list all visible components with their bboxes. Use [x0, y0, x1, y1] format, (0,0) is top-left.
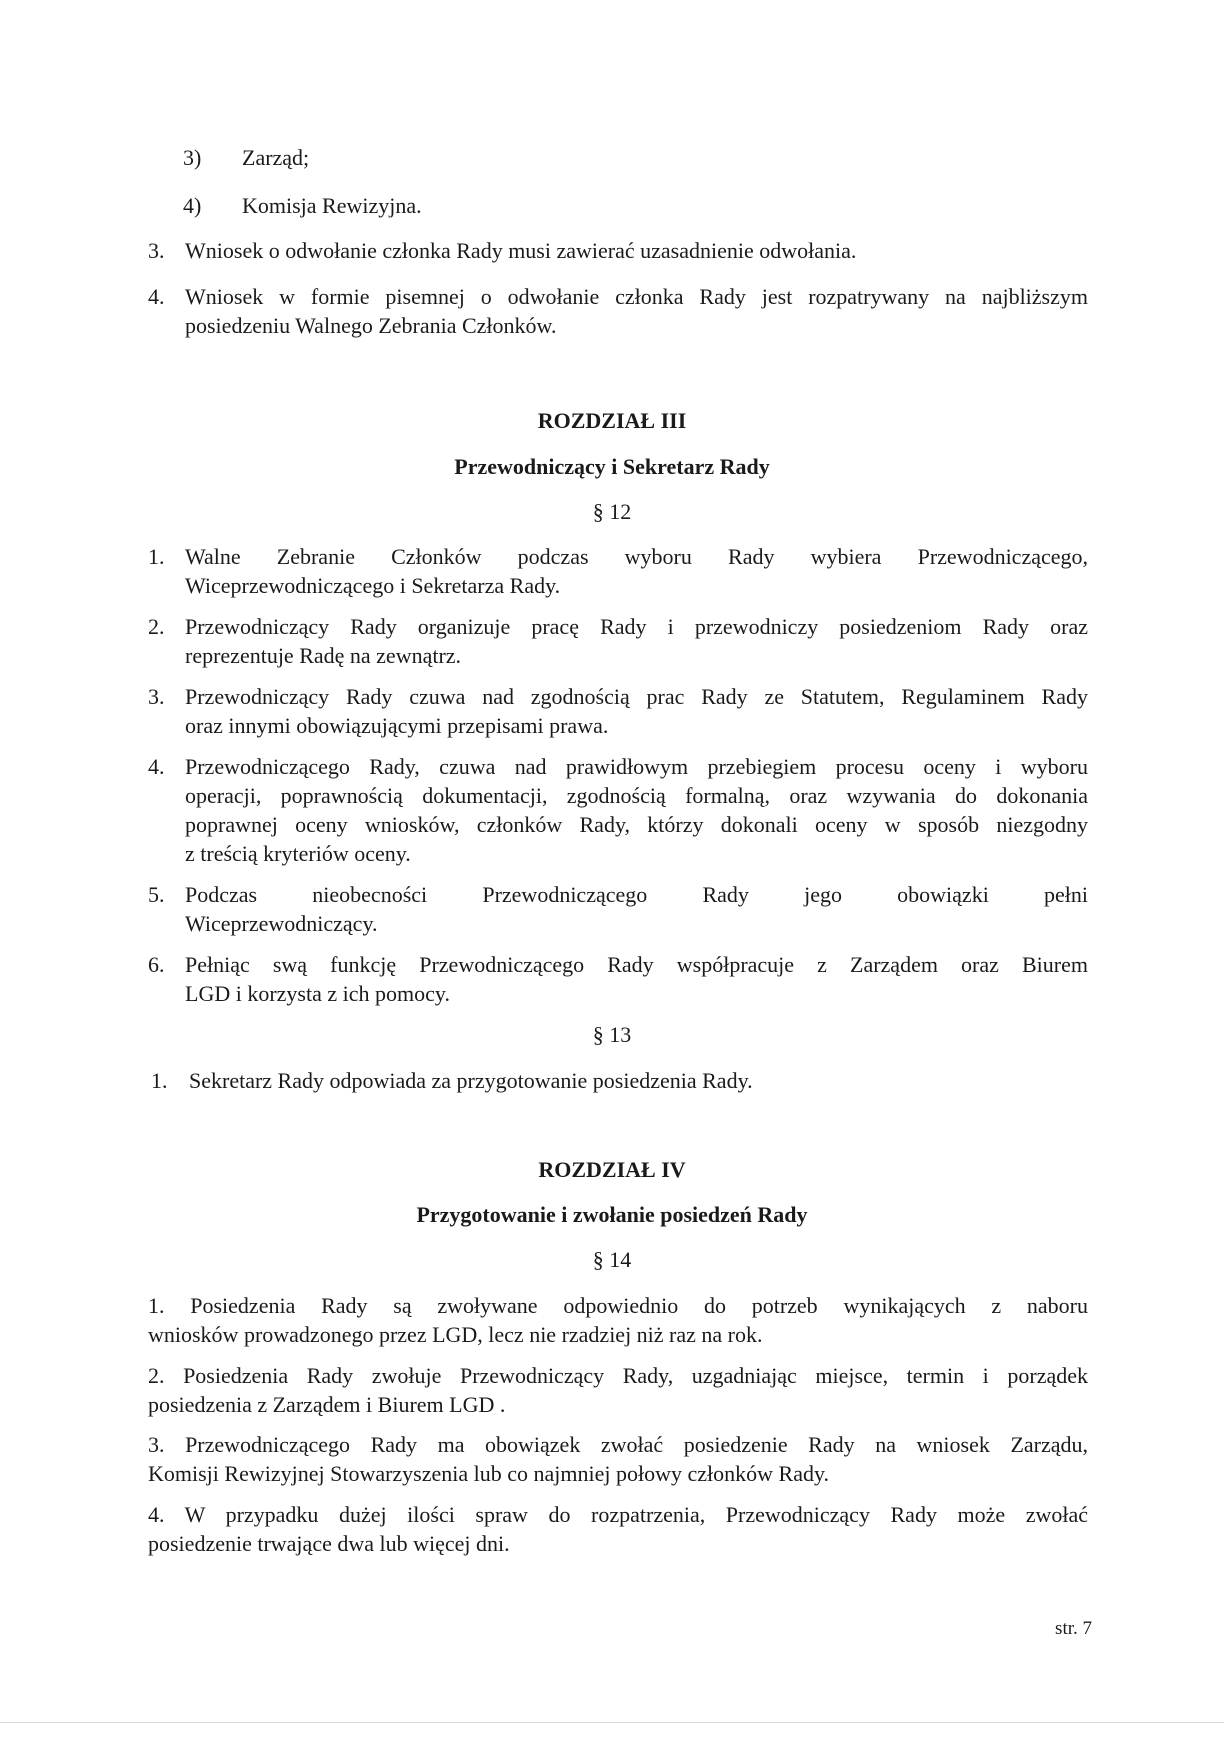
list-item-text: Komisja Rewizyjna.	[242, 193, 422, 218]
paragraph-line: Komisji Rewizyjnej Stowarzyszenia lub co najmniej połowy członków Rady.	[148, 1461, 830, 1486]
list-item-text: Wiceprzewodniczący.	[185, 911, 378, 936]
list-item-number: 4.	[148, 754, 165, 779]
list-item-text: Wniosek w formie pisemnej o odwołanie członka Rady jest rozpatrywany na najbliższym	[185, 284, 1088, 309]
list-item-text: Wniosek o odwołanie członka Rady musi zawierać uzasadnienie odwołania.	[185, 238, 857, 263]
section-label: § 12	[592, 499, 632, 524]
list-item-text: posiedzeniu Walnego Zebrania Członków.	[185, 313, 557, 338]
list-item-number: 5.	[148, 882, 165, 907]
paragraph-line: wniosków prowadzonego przez LGD, lecz nie rzadziej niż raz na rok.	[148, 1322, 763, 1347]
page-number: str. 7	[1055, 1618, 1092, 1639]
section-label: § 13	[592, 1022, 632, 1047]
paragraph	[148, 1500, 1088, 1558]
list-item-number: 4)	[183, 193, 202, 218]
paragraph-line: 1. Posiedzenia Rady są zwoływane odpowiednio do potrzeb wynikających z naboru	[148, 1293, 1088, 1318]
list-item-text: operacji, poprawnością dokumentacji, zgodnością formalną, oraz wzywania do dokonania	[185, 783, 1088, 808]
chapter-heading: ROZDZIAŁ III	[537, 408, 687, 433]
list-item-text: LGD i korzysta z ich pomocy.	[185, 981, 450, 1006]
list-item-number: 4.	[148, 284, 165, 309]
paragraph-line: posiedzenie trwające dwa lub więcej dni.	[148, 1531, 510, 1556]
list-item-text: Pełniąc swą funkcję Przewodniczącego Rady współpracuje z Zarządem oraz Biurem	[185, 952, 1088, 977]
list-item-text: reprezentuje Radę na zewnątrz.	[185, 643, 462, 668]
list-item-number: 1.	[151, 1068, 168, 1093]
paragraph-line: 4. W przypadku dużej ilości spraw do rozpatrzenia, Przewodniczący Rady może zwołać	[148, 1502, 1088, 1527]
chapter-subheading: Przewodniczący i Sekretarz Rady	[454, 454, 770, 479]
paragraph-line: posiedzenia z Zarządem i Biurem LGD .	[148, 1392, 506, 1417]
list-item-text: poprawnej oceny wniosków, członków Rady, którzy dokonali oceny w sposób niezgodny	[185, 812, 1088, 837]
paragraph	[148, 1291, 1088, 1349]
list-item-text: Zarząd;	[242, 145, 310, 170]
list-item-number: 1.	[148, 544, 165, 569]
list-item-text: Podczas nieobecności Przewodniczącego Rady jego obowiązki pełni	[185, 882, 1088, 907]
section-label: § 14	[592, 1247, 632, 1272]
list-item-number: 3.	[148, 684, 165, 709]
list-item-number: 2.	[148, 614, 165, 639]
list-item-number: 3.	[148, 238, 165, 263]
chapter-subheading: Przygotowanie i zwołanie posiedzeń Rady	[416, 1202, 808, 1227]
list-item-text: Przewodniczącego Rady, czuwa nad prawidłowym przebiegiem procesu oceny i wyboru	[185, 754, 1088, 779]
paragraph	[148, 1430, 1088, 1488]
list-item-text: Przewodniczący Rady organizuje pracę Rady i przewodniczy posiedzeniom Rady oraz	[185, 614, 1088, 639]
list-item-text: Walne Zebranie Członków podczas wyboru Rady wybiera Przewodniczącego,	[185, 544, 1088, 569]
paragraph	[148, 1361, 1088, 1419]
list-item-text: Przewodniczący Rady czuwa nad zgodnością prac Rady ze Statutem, Regulaminem Rady	[185, 684, 1088, 709]
paragraph-line: 3. Przewodniczącego Rady ma obowiązek zwołać posiedzenie Rady na wniosek Zarządu,	[148, 1432, 1088, 1457]
list-item-text: oraz innymi obowiązującymi przepisami prawa.	[185, 713, 609, 738]
scan-edge-divider	[0, 1722, 1224, 1723]
chapter-heading: ROZDZIAŁ IV	[538, 1157, 686, 1182]
list-item-text: Wiceprzewodniczącego i Sekretarza Rady.	[185, 573, 561, 598]
paragraph-line: 2. Posiedzenia Rady zwołuje Przewodniczący Rady, uzgadniając miejsce, termin i porządek	[148, 1363, 1088, 1388]
list-item-text: Sekretarz Rady odpowiada za przygotowanie posiedzenia Rady.	[189, 1068, 753, 1093]
list-item-number: 3)	[183, 145, 202, 170]
list-item-number: 6.	[148, 952, 165, 977]
list-item-text: z treścią kryteriów oceny.	[185, 841, 411, 866]
